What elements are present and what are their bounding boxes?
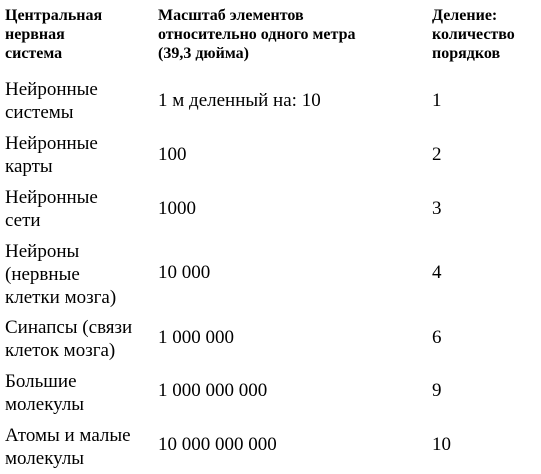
row-orders: 1 [432,90,442,111]
row-name-line: сети [5,210,41,231]
row-name-line: системы [5,102,74,123]
header-scale-line: относительно одного метра [158,26,356,43]
header-cns-line: система [5,45,63,62]
header-cns-line: Центральная [5,7,103,24]
row-name-line: клеток мозга) [5,340,116,361]
row-scale: 1 м деленный на: 10 [158,90,321,111]
header-orders-line: количество [432,26,515,43]
table-row [0,186,541,232]
row-name-line: карты [5,156,53,177]
table-row [0,370,541,416]
row-name-line: молекулы [5,448,85,469]
row-name [5,370,153,416]
row-orders: 6 [432,327,442,348]
row-name [5,186,153,232]
row-name-line: (нервные [5,264,80,285]
table-row [0,132,541,178]
header-orders-line: порядков [432,45,501,62]
header-scale-line: Масштаб элементов [158,7,304,24]
row-name-line: молекулы [5,394,85,415]
row-scale: 1 000 000 000 [158,380,268,401]
row-orders: 9 [432,380,442,401]
header-orders-line: Деление: [432,7,498,24]
row-orders: 2 [432,144,442,165]
row-name [5,240,153,309]
row-name-line: Атомы и малые [5,425,131,446]
row-scale: 1 000 000 [158,327,234,348]
row-name [5,316,153,362]
header-scale [158,6,428,63]
header-row [0,6,541,66]
row-scale: 10 000 000 000 [158,434,277,455]
header-orders [432,6,537,63]
table-row [0,316,541,362]
header-scale-line: (39,3 дюйма) [158,45,249,62]
table-row [0,78,541,124]
row-scale: 1000 [158,198,196,219]
row-orders: 3 [432,198,442,219]
header-cns [5,6,153,63]
row-orders: 4 [432,262,442,283]
row-name [5,78,153,124]
row-name-line: клетки мозга) [5,287,117,308]
row-orders: 10 [432,434,451,455]
row-name-line: Нейронные [5,187,98,208]
table-row [0,424,541,470]
header-cns-line: нервная [5,26,65,43]
row-scale: 100 [158,144,187,165]
row-name-line: Нейронные [5,133,98,154]
row-name-line: Синапсы (связи [5,317,133,338]
table-row [0,240,541,309]
row-scale: 10 000 [158,262,211,283]
row-name-line: Нейроны [5,241,80,262]
row-name-line: Большие [5,371,77,392]
row-name [5,132,153,178]
row-name-line: Нейронные [5,79,98,100]
row-name [5,424,153,470]
